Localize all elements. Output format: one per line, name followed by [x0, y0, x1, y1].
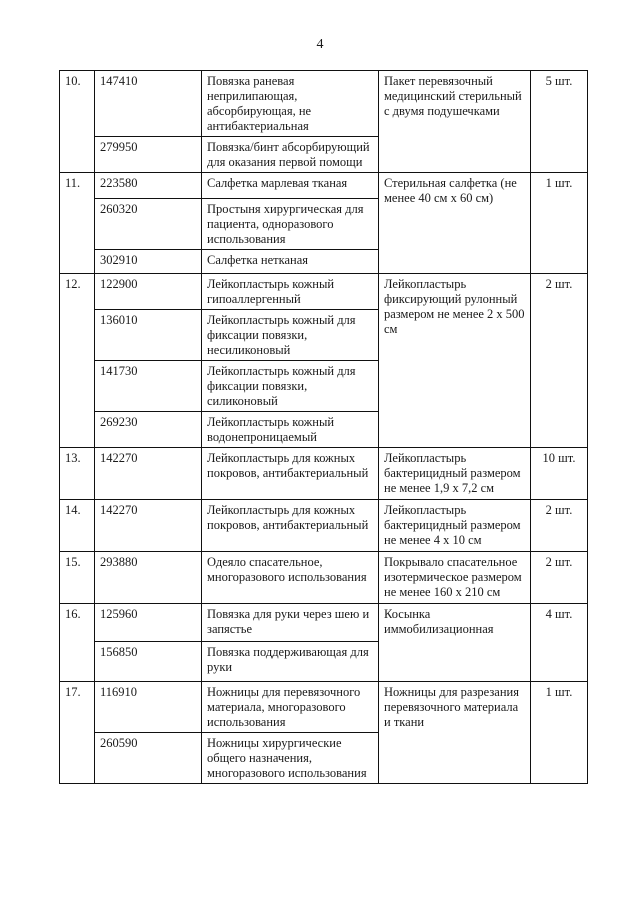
quantity: 2 шт.	[531, 274, 588, 448]
requirement: Лейкопластырь фиксирующий рулонный размером не менее 2 х 500 см	[379, 274, 531, 448]
row-number: 11.	[60, 173, 95, 274]
table-row	[60, 682, 588, 733]
item-code: 293880	[95, 552, 202, 604]
item-name: Одеяло спасательное, многоразового использования	[202, 552, 379, 604]
item-name: Ножницы хирургические общего назначения, многоразового использования	[202, 733, 379, 784]
item-code: 122900	[95, 274, 202, 310]
row-number: 10.	[60, 71, 95, 173]
item-name: Лейкопластырь для кожных покровов, антибактериальный	[202, 500, 379, 552]
quantity: 1 шт.	[531, 173, 588, 274]
quantity: 4 шт.	[531, 604, 588, 682]
item-code: 136010	[95, 310, 202, 361]
table-row	[60, 173, 588, 199]
table-row	[60, 500, 588, 552]
item-code: 142270	[95, 448, 202, 500]
row-number: 15.	[60, 552, 95, 604]
item-name: Повязка для руки через шею и запястье	[202, 604, 379, 642]
item-name: Простыня хирургическая для пациента, одноразового использования	[202, 199, 379, 250]
item-code: 260320	[95, 199, 202, 250]
item-code: 147410	[95, 71, 202, 137]
table-row	[60, 604, 588, 642]
item-code: 260590	[95, 733, 202, 784]
row-number: 16.	[60, 604, 95, 682]
quantity: 1 шт.	[531, 682, 588, 784]
item-name: Лейкопластырь кожный для фиксации повязки, несиликоновый	[202, 310, 379, 361]
item-code: 125960	[95, 604, 202, 642]
requirement: Лейкопластырь бактерицидный размером не менее 1,9 х 7,2 см	[379, 448, 531, 500]
row-number: 12.	[60, 274, 95, 448]
item-name: Лейкопластырь кожный водонепроницаемый	[202, 412, 379, 448]
item-name: Лейкопластырь для кожных покровов, антибактериальный	[202, 448, 379, 500]
item-code: 223580	[95, 173, 202, 199]
item-code: 279950	[95, 137, 202, 173]
item-code: 116910	[95, 682, 202, 733]
item-name: Ножницы для перевязочного материала, многоразового использования	[202, 682, 379, 733]
row-number: 14.	[60, 500, 95, 552]
item-name: Лейкопластырь кожный гипоаллергенный	[202, 274, 379, 310]
row-number: 17.	[60, 682, 95, 784]
item-name: Повязка/бинт абсорбирующий для оказания первой помощи	[202, 137, 379, 173]
requirement: Покрывало спасательное изотермическое размером не менее 160 х 210 см	[379, 552, 531, 604]
requirement: Стерильная салфетка (не менее 40 см х 60 см)	[379, 173, 531, 274]
page-number: 4	[316, 37, 324, 52]
equipment-table	[59, 70, 588, 784]
quantity: 2 шт.	[531, 500, 588, 552]
table-row	[60, 71, 588, 137]
table-row	[60, 448, 588, 500]
item-code: 269230	[95, 412, 202, 448]
quantity: 2 шт.	[531, 552, 588, 604]
quantity: 10 шт.	[531, 448, 588, 500]
row-number: 13.	[60, 448, 95, 500]
table-row	[60, 274, 588, 310]
item-code: 141730	[95, 361, 202, 412]
requirement: Косынка иммобилизационная	[379, 604, 531, 682]
item-code: 156850	[95, 642, 202, 682]
item-name: Повязка поддерживающая для руки	[202, 642, 379, 682]
item-name: Лейкопластырь кожный для фиксации повязки, силиконовый	[202, 361, 379, 412]
item-name: Салфетка марлевая тканая	[202, 173, 379, 199]
item-code: 302910	[95, 250, 202, 274]
requirement: Лейкопластырь бактерицидный размером не менее 4 х 10 см	[379, 500, 531, 552]
table-row	[60, 552, 588, 604]
item-name: Повязка раневая неприлипающая, абсорбирующая, не антибактериальная	[202, 71, 379, 137]
item-name: Салфетка нетканая	[202, 250, 379, 274]
quantity: 5 шт.	[531, 71, 588, 173]
item-code: 142270	[95, 500, 202, 552]
requirement: Пакет перевязочный медицинский стерильный с двумя подушечками	[379, 71, 531, 173]
requirement: Ножницы для разрезания перевязочного материала и ткани	[379, 682, 531, 784]
